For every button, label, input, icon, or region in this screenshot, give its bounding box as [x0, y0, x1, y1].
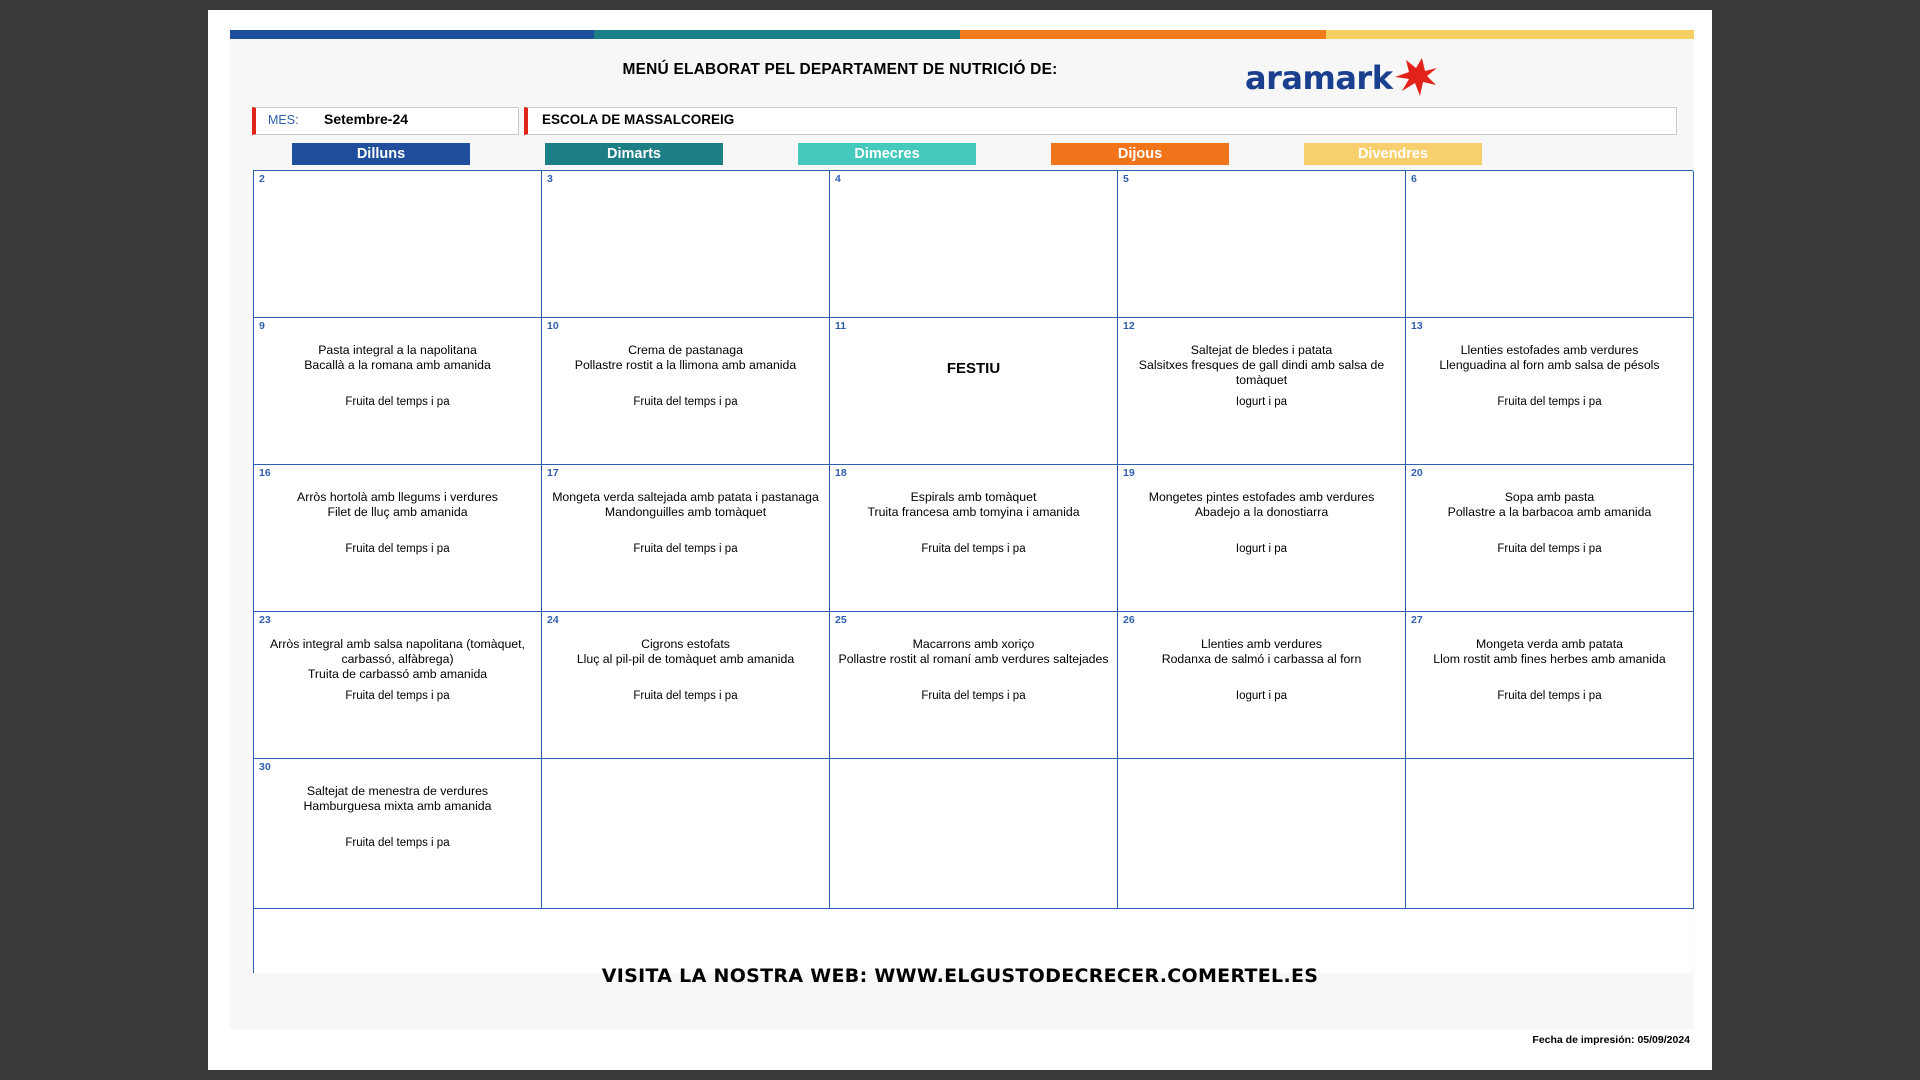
menu-text: Cigrons estofats Lluç al pil-pil de tomàquet amb amanida	[576, 637, 795, 666]
color-bar-segment-blue	[230, 30, 594, 39]
day-number: 9	[259, 320, 265, 332]
calendar-cell[interactable]	[254, 171, 542, 318]
dessert-text: Fruita del temps i pa	[345, 543, 450, 555]
day-number: 18	[835, 467, 847, 479]
calendar-cell[interactable]	[1406, 171, 1694, 318]
menu-text: Macarrons amb xoriço Pollastre rostit al romaní amb verdures saltejades	[838, 637, 1109, 666]
day-number: 30	[259, 761, 271, 773]
day-number: 6	[1411, 173, 1417, 185]
calendar-cell[interactable]	[542, 612, 830, 759]
calendar-cell[interactable]	[1118, 465, 1406, 612]
day-number: 11	[835, 320, 847, 332]
calendar-cell[interactable]	[254, 612, 542, 759]
calendar-cell[interactable]	[830, 612, 1118, 759]
menu-text: Mongetes pintes estofades amb verdures Abadejo a la donostiarra	[1148, 490, 1375, 519]
weekday-header-divendres: Divendres	[1304, 143, 1482, 165]
day-number: 4	[835, 173, 841, 185]
month-label: MES:	[268, 113, 299, 127]
menu-text: Llenties estofades amb verdures Llenguadina al forn amb salsa de pésols	[1439, 343, 1660, 372]
day-number: 13	[1411, 320, 1423, 332]
color-bar-segment-yellow	[1326, 30, 1694, 39]
dessert-text: Fruita del temps i pa	[633, 396, 738, 408]
weekday-header-dilluns: Dilluns	[292, 143, 470, 165]
calendar-cell[interactable]	[1118, 612, 1406, 759]
day-number: 10	[547, 320, 559, 332]
dessert-text: Iogurt i pa	[1235, 543, 1288, 555]
website-footer: VISITA LA NOSTRA WEB: WWW.ELGUSTODECRECER.COMERTEL.ES	[601, 965, 1319, 987]
menu-text: Saltejat de menestra de verdures Hamburguesa mixta amb amanida	[303, 784, 492, 813]
aramark-logo	[1245, 55, 1455, 101]
day-number: 24	[547, 614, 559, 626]
month-school-row	[252, 107, 1672, 135]
dessert-text: Fruita del temps i pa	[633, 543, 738, 555]
day-number: 3	[547, 173, 553, 185]
menu-text: Crema de pastanaga Pollastre rostit a la llimona amb amanida	[574, 343, 797, 372]
calendar-cell[interactable]	[542, 171, 830, 318]
month-value: Setembre-24	[324, 111, 409, 127]
school-name: ESCOLA DE MASSALCOREIG	[542, 112, 735, 127]
calendar-cell-holiday[interactable]	[830, 318, 1118, 465]
calendar-cell[interactable]	[1118, 759, 1406, 909]
calendar-cell[interactable]	[1406, 612, 1694, 759]
calendar-cell[interactable]	[1406, 759, 1694, 909]
weekday-header-row	[253, 143, 1693, 165]
dessert-text: Fruita del temps i pa	[1497, 396, 1602, 408]
calendar-cell[interactable]	[254, 318, 542, 465]
day-number: 27	[1411, 614, 1423, 626]
day-number: 12	[1123, 320, 1135, 332]
school-field[interactable]	[524, 107, 1677, 135]
menu-text: Arròs integral amb salsa napolitana (tomàquet, carbassó, alfàbrega) Truita de carbassó amb amanida	[270, 637, 525, 681]
holiday-label: FESTIU	[946, 360, 1001, 377]
menu-calendar-grid	[253, 170, 1693, 973]
weekday-header-dijous: Dijous	[1051, 143, 1229, 165]
dessert-text: Iogurt i pa	[1235, 690, 1288, 702]
calendar-cell[interactable]	[830, 759, 1118, 909]
dessert-text: Fruita del temps i pa	[921, 690, 1026, 702]
day-number: 2	[259, 173, 265, 185]
calendar-cell[interactable]	[542, 318, 830, 465]
dessert-text: Fruita del temps i pa	[1497, 543, 1602, 555]
logo-wordmark: aramark	[1245, 59, 1393, 97]
day-number: 17	[547, 467, 559, 479]
star-icon	[1392, 57, 1438, 99]
day-number: 5	[1123, 173, 1129, 185]
day-number: 19	[1123, 467, 1135, 479]
menu-text: Saltejat de bledes i patata Salsitxes fresques de gall dindi amb salsa de tomàquet	[1138, 343, 1385, 387]
month-field[interactable]	[252, 107, 519, 135]
weekday-header-dimarts: Dimarts	[545, 143, 723, 165]
menu-text: Mongeta verda saltejada amb patata i pastanaga Mandonguilles amb tomàquet	[552, 490, 819, 519]
day-number: 16	[259, 467, 271, 479]
color-bar-segment-orange	[960, 30, 1326, 39]
calendar-cell[interactable]	[254, 465, 542, 612]
calendar-cell[interactable]	[254, 759, 542, 909]
page-title: MENÚ ELABORAT PEL DEPARTAMENT DE NUTRICIÓ DE:	[622, 61, 1058, 78]
dessert-text: Iogurt i pa	[1235, 396, 1288, 408]
day-number: 25	[835, 614, 847, 626]
menu-text: Sopa amb pasta Pollastre a la barbacoa amb amanida	[1447, 490, 1652, 519]
calendar-cell[interactable]	[1406, 318, 1694, 465]
document-page	[208, 10, 1712, 1070]
color-bar-segment-teal	[594, 30, 960, 39]
calendar-cell[interactable]	[1118, 318, 1406, 465]
dessert-text: Fruita del temps i pa	[345, 837, 450, 849]
menu-text: Pasta integral a la napolitana Bacallà a la romana amb amanida	[304, 343, 491, 372]
day-number: 23	[259, 614, 271, 626]
menu-text: Espirals amb tomàquet Truita francesa amb tomyina i amanida	[867, 490, 1080, 519]
weekday-header-dimecres: Dimecres	[798, 143, 976, 165]
calendar-cell[interactable]	[1406, 465, 1694, 612]
calendar-cell[interactable]	[1118, 171, 1406, 318]
menu-text: Mongeta verda amb patata Llom rostit amb fines herbes amb amanida	[1433, 637, 1666, 666]
calendar-cell[interactable]	[542, 759, 830, 909]
dessert-text: Fruita del temps i pa	[921, 543, 1026, 555]
dessert-text: Fruita del temps i pa	[345, 396, 450, 408]
dessert-text: Fruita del temps i pa	[633, 690, 738, 702]
menu-text: Arròs hortolà amb llegums i verdures Filet de lluç amb amanida	[297, 490, 498, 519]
menu-text: Llenties amb verdures Rodanxa de salmó i carbassa al forn	[1161, 637, 1362, 666]
day-number: 20	[1411, 467, 1423, 479]
dessert-text: Fruita del temps i pa	[1497, 690, 1602, 702]
color-bar	[230, 30, 1694, 39]
menu-sheet	[230, 39, 1694, 1029]
dessert-text: Fruita del temps i pa	[345, 690, 450, 702]
calendar-cell[interactable]	[542, 465, 830, 612]
day-number: 26	[1123, 614, 1135, 626]
print-date: Fecha de impresión: 05/09/2024	[1532, 1034, 1690, 1046]
calendar-cell[interactable]	[830, 465, 1118, 612]
calendar-cell[interactable]	[830, 171, 1118, 318]
